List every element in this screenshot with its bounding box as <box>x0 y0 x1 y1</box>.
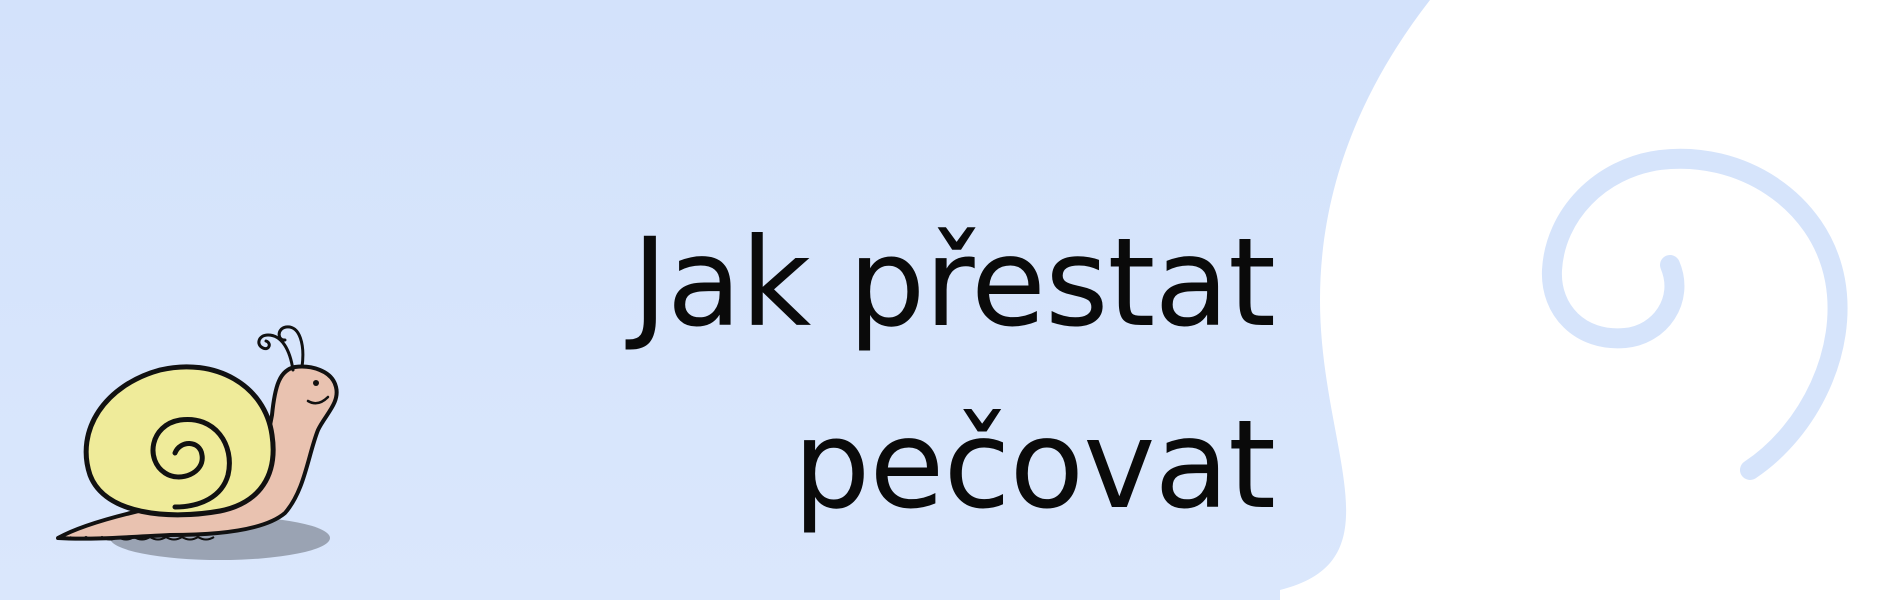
snail-eye <box>313 380 319 386</box>
snail-icon <box>50 325 350 565</box>
swirl-decoration-icon <box>1280 0 1900 600</box>
snail-antenna-left <box>259 335 293 370</box>
title-line-1: Jak přestat <box>631 211 1275 354</box>
snail-shell <box>86 367 273 515</box>
title-line-2: pečovat <box>792 393 1275 536</box>
page-title <box>632 192 1275 556</box>
swirl-shape <box>1280 0 1900 600</box>
